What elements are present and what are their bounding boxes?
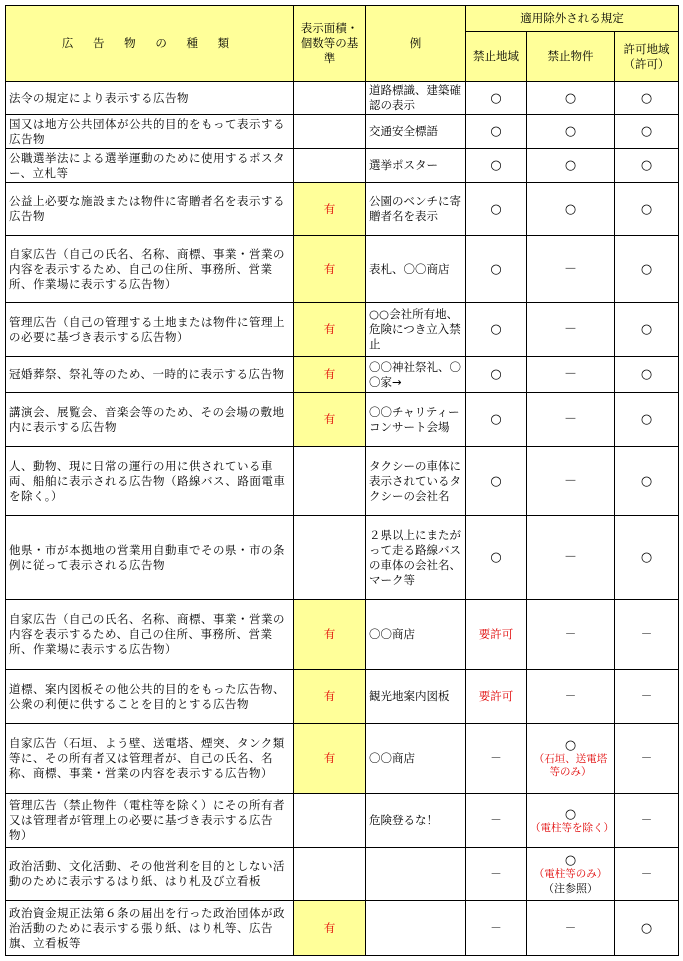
row-permit-area: ○	[615, 357, 679, 393]
row-example: ○○会社所有地、危険につき立入禁止	[366, 303, 466, 357]
row-prohibited-object: －	[527, 357, 615, 393]
row-example: 〇〇商店	[366, 600, 466, 670]
table-row	[6, 516, 679, 600]
row-prohibited-object-note: （石垣、送電塔等のみ）	[533, 753, 608, 778]
row-permit-area: ○	[615, 236, 679, 303]
outdoor-ad-exemption-table	[5, 5, 679, 956]
row-prohibited-area: ○	[466, 183, 527, 236]
row-type: 冠婚葬祭、祭礼等のため、一時的に表示する広告物	[6, 357, 294, 393]
header-prohibited-object: 禁止物件	[527, 32, 615, 82]
row-example: 選挙ポスター	[366, 149, 466, 183]
row-standard	[294, 447, 366, 516]
row-prohibited-area: ○	[466, 447, 527, 516]
table-row	[6, 236, 679, 303]
table-row	[6, 393, 679, 447]
row-standard: 有	[294, 357, 366, 393]
row-example: 公園のベンチに寄贈者名を表示	[366, 183, 466, 236]
row-permit-area: －	[615, 794, 679, 848]
row-standard	[294, 848, 366, 901]
row-prohibited-object: －	[527, 393, 615, 447]
row-standard	[294, 82, 366, 115]
row-prohibited-object-cell	[527, 848, 615, 901]
table-row	[6, 149, 679, 183]
table-row	[6, 115, 679, 149]
row-type: 管理広告（禁止物件（電柱等を除く）にその所有者又は管理者が管理上の必要に基づき表示する広告物）	[6, 794, 294, 848]
row-example	[366, 848, 466, 901]
table-row	[6, 901, 679, 956]
row-standard: 有	[294, 724, 366, 794]
row-example: 危険登るな！	[366, 794, 466, 848]
row-permit-area: ○	[615, 901, 679, 956]
row-example	[366, 901, 466, 956]
table-row	[6, 848, 679, 901]
row-example: 交通安全標語	[366, 115, 466, 149]
row-type: 国又は地方公共団体が公共的目的をもって表示する広告物	[6, 115, 294, 149]
row-prohibited-object: ○	[527, 183, 615, 236]
row-prohibited-object: －	[527, 901, 615, 956]
row-example: ２県以上にまたがって走る路線バスの車体の会社名、マーク等	[366, 516, 466, 600]
row-prohibited-area: ○	[466, 303, 527, 357]
row-prohibited-area: －	[466, 848, 527, 901]
header-standard: 表示面積・個数等の基準	[294, 6, 366, 82]
row-permit-area: －	[615, 670, 679, 724]
row-permit-area: ○	[615, 447, 679, 516]
row-standard: 有	[294, 670, 366, 724]
row-permit-area: ○	[615, 516, 679, 600]
row-permit-area: ○	[615, 115, 679, 149]
table-row	[6, 794, 679, 848]
row-permit-area: ○	[615, 183, 679, 236]
header-permit-area: 許可地域（許可）	[615, 32, 679, 82]
row-prohibited-object: ○	[527, 82, 615, 115]
row-prohibited-area: －	[466, 901, 527, 956]
table-row	[6, 600, 679, 670]
table-row	[6, 670, 679, 724]
row-prohibited-object: ○	[564, 806, 577, 822]
row-prohibited-area: ○	[466, 393, 527, 447]
row-standard	[294, 516, 366, 600]
row-permit-area: ○	[615, 149, 679, 183]
row-prohibited-area: 要許可	[466, 600, 527, 670]
table-row	[6, 183, 679, 236]
row-prohibited-object-note: （電柱等のみ）	[533, 867, 608, 880]
row-type: 管理広告（自己の管理する土地または物件に管理上の必要に基づき表示する広告物）	[6, 303, 294, 357]
row-example: タクシーの車体に表示されているタクシーの会社名	[366, 447, 466, 516]
row-prohibited-area: 要許可	[466, 670, 527, 724]
row-type: 公職選挙法による選挙運動のために使用するポスター、立札等	[6, 149, 294, 183]
row-standard	[294, 149, 366, 183]
row-prohibited-object: －	[527, 516, 615, 600]
table-row	[6, 303, 679, 357]
row-type: 自家広告（石垣、よう壁、送電塔、煙突、タンク類等に、その所有者又は管理者が、自己の氏名、名称、商標、事業・営業の内容を表示する広告物）	[6, 724, 294, 794]
row-standard: 有	[294, 901, 366, 956]
row-prohibited-area: －	[466, 794, 527, 848]
row-prohibited-object: －	[527, 447, 615, 516]
row-prohibited-area: ○	[466, 357, 527, 393]
row-type: 道標、案内図板その他公共的目的をもった広告物、公衆の利便に供することを目的とする広告物	[6, 670, 294, 724]
row-permit-area: －	[615, 600, 679, 670]
header-exemption: 適用除外される規定	[466, 6, 679, 32]
row-prohibited-area: －	[466, 724, 527, 794]
row-prohibited-object: －	[527, 236, 615, 303]
row-prohibited-object-cell	[527, 794, 615, 848]
row-standard	[294, 115, 366, 149]
table-row	[6, 447, 679, 516]
row-standard	[294, 794, 366, 848]
row-example: 道路標識、建築確認の表示	[366, 82, 466, 115]
row-prohibited-object: －	[527, 303, 615, 357]
row-permit-area: －	[615, 724, 679, 794]
row-standard: 有	[294, 303, 366, 357]
row-example: 〇〇神社祭礼、〇〇家→	[366, 357, 466, 393]
row-type: 講演会、展覧会、音楽会等のため、その会場の敷地内に表示する広告物	[6, 393, 294, 447]
row-permit-area: －	[615, 848, 679, 901]
row-prohibited-area: ○	[466, 236, 527, 303]
row-standard: 有	[294, 600, 366, 670]
header-prohibited-area: 禁止地域	[466, 32, 527, 82]
row-type: 法令の規定により表示する広告物	[6, 82, 294, 115]
row-type: 他県・市が本拠地の営業用自動車でその県・市の条例に従って表示される広告物	[6, 516, 294, 600]
header-example: 例	[366, 6, 466, 82]
row-prohibited-object: －	[527, 600, 615, 670]
row-example: 観光地案内図板	[366, 670, 466, 724]
row-type: 政治活動、文化活動、その他営利を目的としない活動のために表示するはり紙、はり札及び立看板	[6, 848, 294, 901]
row-prohibited-object: ○	[527, 149, 615, 183]
row-example: 〇〇チャリティーコンサート会場	[366, 393, 466, 447]
table-row	[6, 82, 679, 115]
row-type: 政治資金規正法第６条の届出を行った政治団体が政治活動のために表示する張り紙、はり札等、広告旗、立看板等	[6, 901, 294, 956]
row-prohibited-object: ○	[564, 738, 577, 753]
row-prohibited-object-cell	[527, 724, 615, 794]
row-standard: 有	[294, 236, 366, 303]
row-permit-area: ○	[615, 303, 679, 357]
row-standard: 有	[294, 183, 366, 236]
row-permit-area: ○	[615, 393, 679, 447]
row-example: 〇〇商店	[366, 724, 466, 794]
header-type: 広 告 物 の 種 類	[6, 6, 294, 82]
row-prohibited-object: －	[527, 670, 615, 724]
row-prohibited-object-note2: （注参照）	[543, 881, 598, 895]
row-type: 公益上必要な施設または物件に寄贈者名を表示する広告物	[6, 183, 294, 236]
row-prohibited-area: ○	[466, 516, 527, 600]
row-prohibited-area: ○	[466, 149, 527, 183]
row-type: 人、動物、現に日常の運行の用に供されている車両、船舶に表示される広告物（路線バス、路面電車を除く。）	[6, 447, 294, 516]
row-permit-area: ○	[615, 82, 679, 115]
row-type: 自家広告（自己の氏名、名称、商標、事業・営業の内容を表示するため、自己の住所、事務所、営業所、作業場に表示する広告物）	[6, 236, 294, 303]
row-example: 表札、〇〇商店	[366, 236, 466, 303]
row-prohibited-object-note: （電柱等を除く）	[530, 821, 614, 834]
table-row	[6, 357, 679, 393]
table-row	[6, 724, 679, 794]
row-prohibited-object: ○	[527, 115, 615, 149]
row-prohibited-area: ○	[466, 82, 527, 115]
row-standard: 有	[294, 393, 366, 447]
row-prohibited-area: ○	[466, 115, 527, 149]
row-type: 自家広告（自己の氏名、名称、商標、事業・営業の内容を表示するため、自己の住所、事務所、営業所、作業場に表示する広告物）	[6, 600, 294, 670]
row-prohibited-object: ○	[564, 852, 577, 868]
